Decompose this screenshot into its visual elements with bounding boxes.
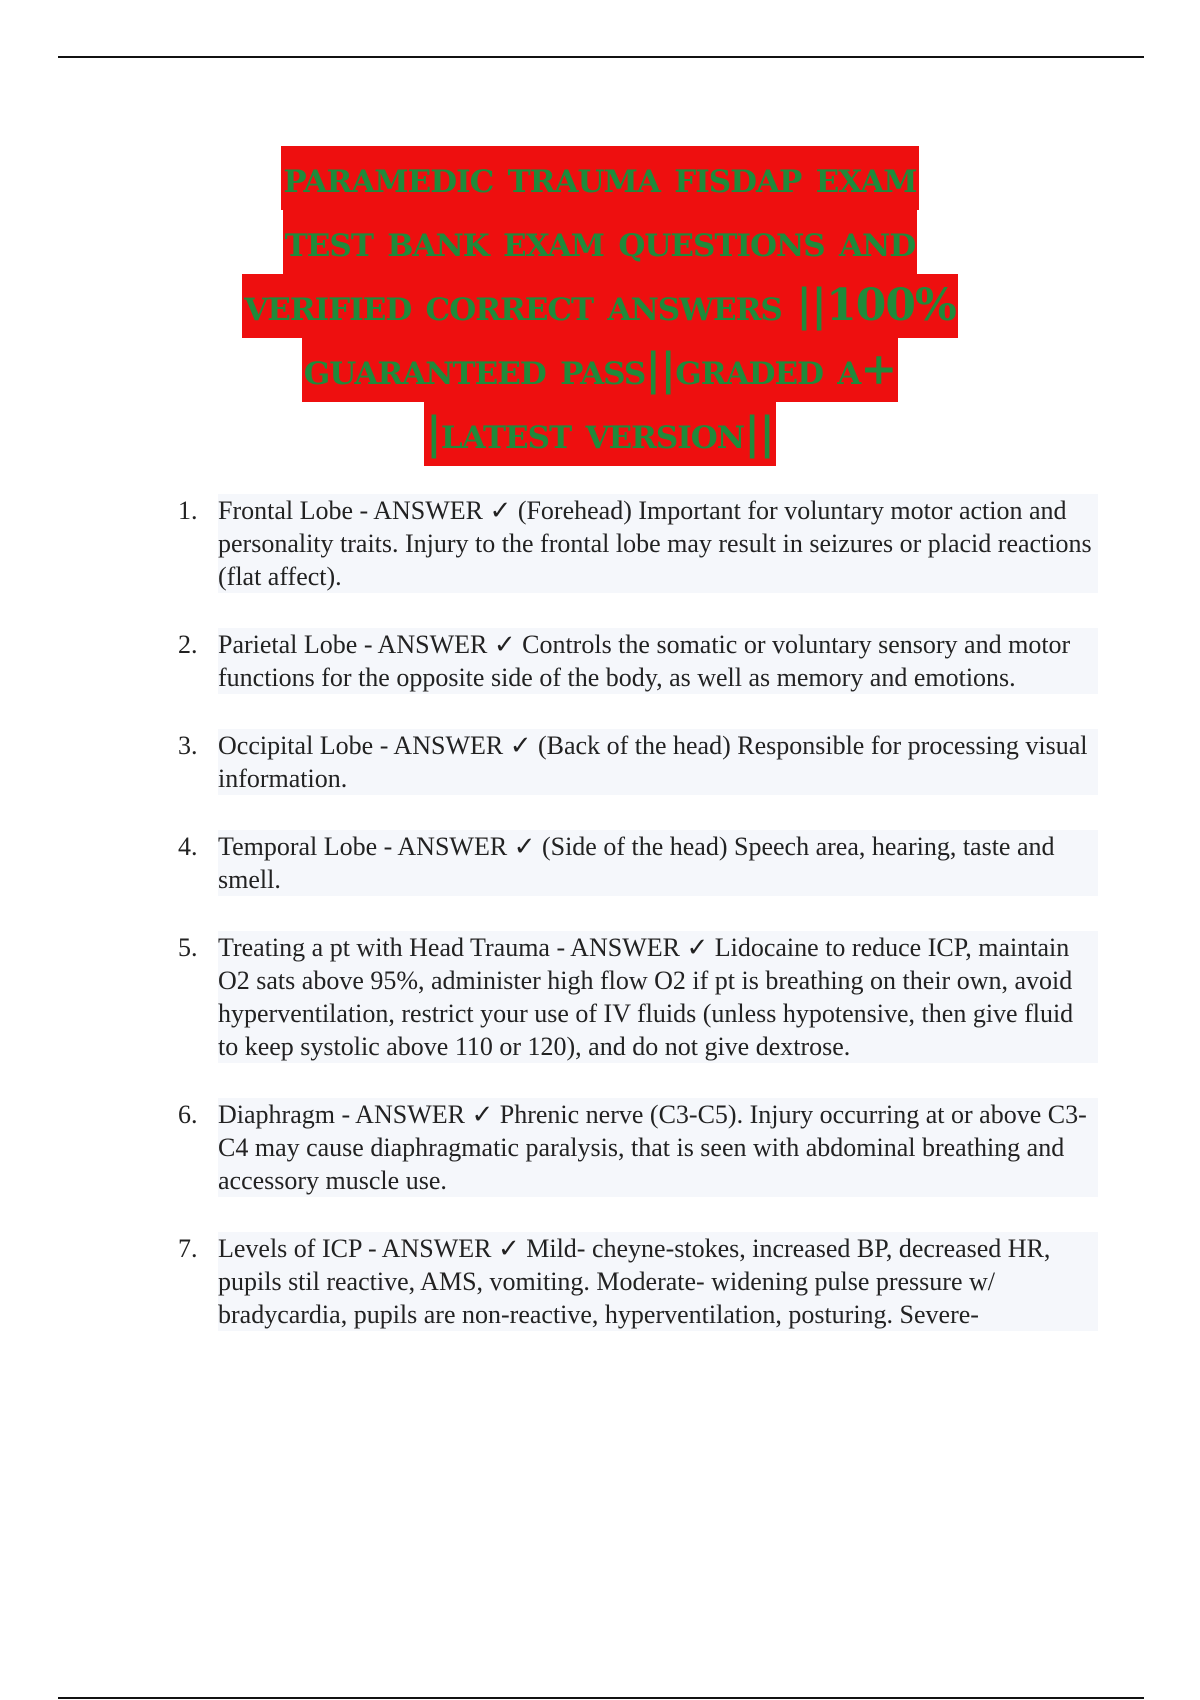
item-text: Temporal Lobe - ANSWER ✓ (Side of the head) Speech area, hearing, taste and smell. <box>218 830 1098 896</box>
title-line-2: test bank exam questions and <box>283 210 918 274</box>
list-item <box>178 494 1098 593</box>
item-number: 5. <box>178 933 198 962</box>
title-line-3: verified correct answers ||100% <box>242 274 958 338</box>
list-item <box>178 931 1098 1063</box>
title-line-1: paramedic trauma fisdap exam <box>281 146 918 210</box>
list-item <box>178 1098 1098 1197</box>
title-line-4: guaranteed pass||graded a+ <box>302 338 898 402</box>
item-text: Occipital Lobe - ANSWER ✓ (Back of the head) Responsible for processing visual information. <box>218 729 1098 795</box>
item-text: Frontal Lobe - ANSWER ✓ (Forehead) Important for voluntary motor action and personality traits. Injury to the frontal lobe may result in seizures or placid reactions (flat affect). <box>218 494 1098 593</box>
list-item <box>178 1232 1098 1331</box>
list-item <box>178 729 1098 795</box>
item-number: 6. <box>178 1100 198 1129</box>
footer-rule <box>58 1697 1144 1699</box>
title-line-5: |latest version|| <box>424 402 776 466</box>
item-number: 2. <box>178 630 198 659</box>
item-number: 3. <box>178 731 198 760</box>
item-number: 7. <box>178 1234 198 1263</box>
list-item <box>178 628 1098 694</box>
document-title <box>0 146 1200 466</box>
item-number: 1. <box>178 496 198 525</box>
header-rule <box>58 56 1144 58</box>
question-answer-list <box>178 494 1098 1366</box>
list-item <box>178 830 1098 896</box>
item-number: 4. <box>178 832 198 861</box>
item-text: Diaphragm - ANSWER ✓ Phrenic nerve (C3-C5). Injury occurring at or above C3-C4 may cause diaphragmatic paralysis, that is seen with abdominal breathing and accessory muscle use. <box>218 1098 1098 1197</box>
item-text: Parietal Lobe - ANSWER ✓ Controls the somatic or voluntary sensory and motor functions for the opposite side of the body, as well as memory and emotions. <box>218 628 1098 694</box>
item-text: Levels of ICP - ANSWER ✓ Mild- cheyne-stokes, increased BP, decreased HR, pupils stil reactive, AMS, vomiting. Moderate- widening pulse pressure w/ bradycardia, pupils are non-reactive, hyperventilation, posturing. Severe- <box>218 1232 1098 1331</box>
item-text: Treating a pt with Head Trauma - ANSWER ✓ Lidocaine to reduce ICP, maintain O2 sats above 95%, administer high flow O2 if pt is breathing on their own, avoid hyperventilation, restrict your use of IV fluids (unless hypotensive, then give fluid to keep systolic above 110 or 120), and do not give dextrose. <box>218 931 1098 1063</box>
